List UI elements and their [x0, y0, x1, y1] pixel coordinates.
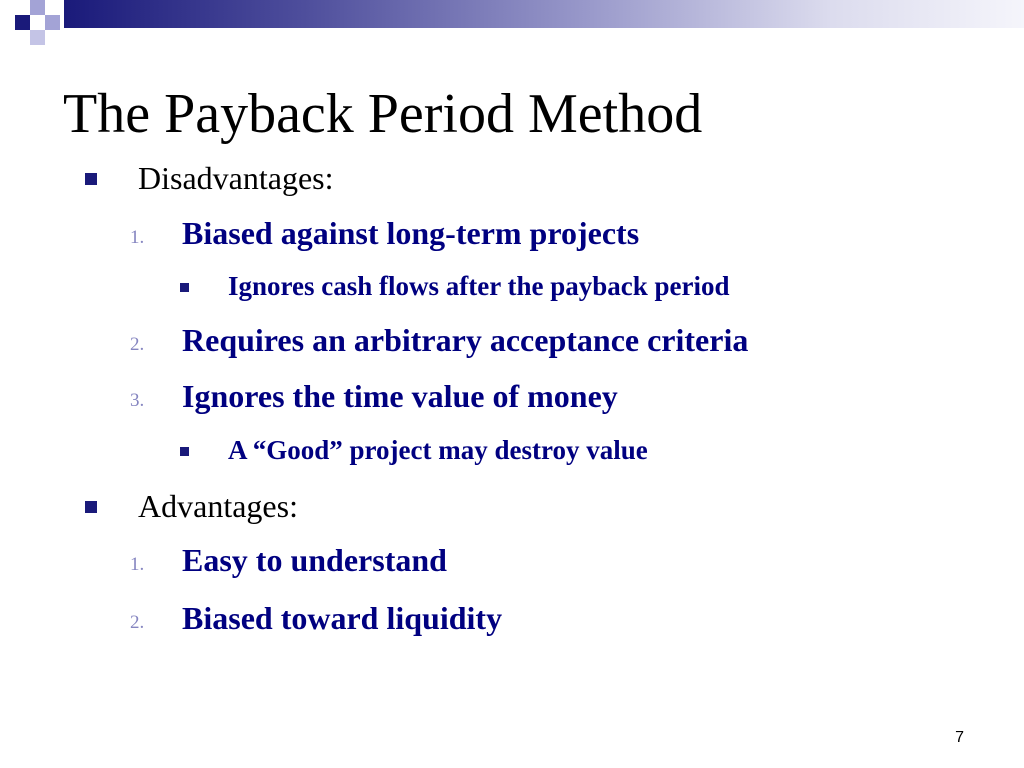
list-item: Biased toward liquidity — [182, 600, 503, 636]
list-number: 1. — [130, 227, 145, 248]
square-bullet-icon — [85, 173, 97, 185]
decor-square-icon — [45, 15, 60, 30]
slide-title: The Payback Period Method — [63, 83, 703, 145]
decor-square-icon — [15, 15, 30, 30]
sub-list-item: A “Good” project may destroy value — [228, 435, 648, 465]
list-number: 2. — [130, 334, 145, 355]
decor-square-icon — [30, 0, 45, 15]
list-item: Easy to understand — [182, 542, 447, 578]
header-gradient-bar — [64, 0, 1024, 28]
list-item: Requires an arbitrary acceptance criteria — [182, 322, 749, 358]
decor-square-icon — [30, 30, 45, 45]
list-item: Ignores the time value of money — [182, 378, 618, 414]
square-bullet-icon — [180, 447, 189, 456]
disadvantages-heading: Disadvantages: — [138, 160, 334, 196]
page-number: 7 — [955, 729, 964, 746]
list-number: 3. — [130, 390, 145, 411]
list-item: Biased against long-term projects — [182, 215, 640, 251]
advantages-heading: Advantages: — [138, 488, 298, 524]
square-bullet-icon — [85, 501, 97, 513]
square-bullet-icon — [180, 283, 189, 292]
list-number: 1. — [130, 554, 145, 575]
sub-list-item: Ignores cash flows after the payback period — [228, 271, 730, 301]
list-number: 2. — [130, 612, 145, 633]
